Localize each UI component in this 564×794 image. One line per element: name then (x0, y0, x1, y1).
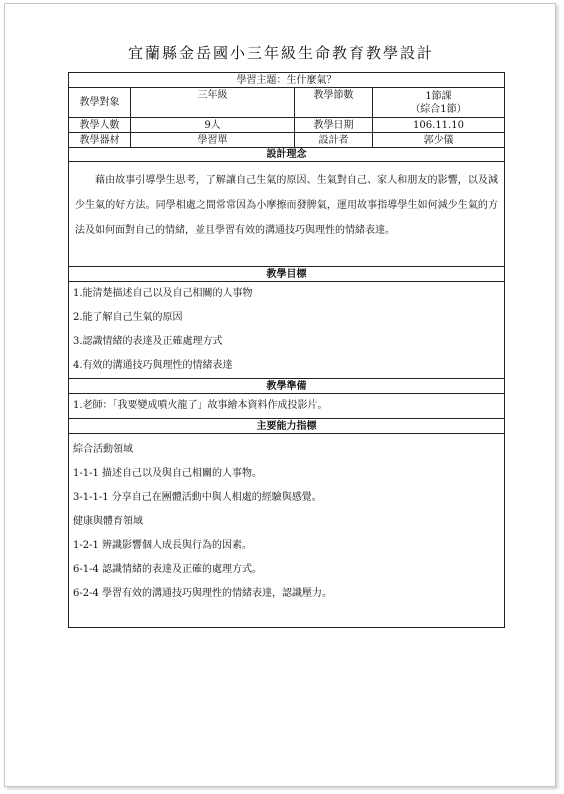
list-item: 6-2-4 學習有效的溝通技巧與理性的情緒表達，認識壓力。 (73, 588, 333, 599)
list-item: 4.有效的溝通技巧與理性的情緒表達 (73, 360, 233, 371)
materials-value: 學習單 (131, 133, 295, 148)
list-item: 6-1-4 認識情緒的表達及正確的處理方式。 (73, 564, 263, 575)
periods-value (373, 88, 505, 118)
preparation-heading: 教學準備 (69, 379, 505, 394)
date-value: 106.11.10 (373, 118, 505, 133)
list-item: 1-2-1 辨識影響個人成長與行為的因素。 (73, 540, 253, 551)
document-title: 宜蘭縣金岳國小三年級生命教育教學設計 (127, 44, 434, 62)
list-item: 3-1-1-1 分享自己在團體活動中與人相處的經驗與感覺。 (73, 492, 322, 503)
count-label: 教學人數 (69, 118, 131, 133)
objectives-heading: 教學目標 (69, 267, 505, 282)
lesson-plan-table (68, 72, 505, 628)
list-item: 1.能清楚描述自己以及自己相關的人事物 (73, 288, 253, 299)
date-label: 教學日期 (295, 118, 373, 133)
document-page (4, 3, 556, 787)
periods-value-line2: （綜合1節） (410, 103, 467, 115)
competencies-heading: 主要能力指標 (69, 419, 505, 434)
concept-text: 藉由故事引導學生思考，了解讓自己生氣的原因、生氣對自己、家人和朋友的影響，以及減少生氣的好方法。同學相處之間常常因為小摩擦而發脾氣，運用故事指導學生如何減少生氣的方法及如何面對自己的情緒，並且學習有效的溝通技巧與理性的情緒表達。 (69, 162, 505, 267)
list-item: 健康與體育領域 (73, 516, 143, 527)
list-item: 1-1-1 描述自己以及與自己相關的人事物。 (73, 468, 263, 479)
count-value: 9人 (131, 118, 295, 133)
target-value: 三年級 (131, 88, 295, 118)
preparation-list (69, 394, 505, 419)
periods-label: 教學節數 (295, 88, 373, 118)
objectives-list (69, 282, 505, 379)
list-item: 綜合活動領域 (73, 444, 133, 455)
list-item: 3.認識情緒的表達及正確處理方式 (73, 336, 223, 347)
materials-label: 教學器材 (69, 133, 131, 148)
designer-value: 郭少儀 (373, 133, 505, 148)
list-item: 1.老師：「我要變成噴火龍了」故事繪本資料作成投影片。 (73, 400, 328, 411)
designer-label: 設計者 (295, 133, 373, 148)
theme-cell: 學習主題：生什麼氣？ (69, 73, 505, 88)
periods-value-line1: 1節課 (425, 90, 452, 102)
competencies-list (69, 434, 505, 628)
concept-heading: 設計理念 (69, 148, 505, 162)
list-item: 2.能了解自己生氣的原因 (73, 312, 183, 323)
target-label: 教學對象 (69, 88, 131, 118)
